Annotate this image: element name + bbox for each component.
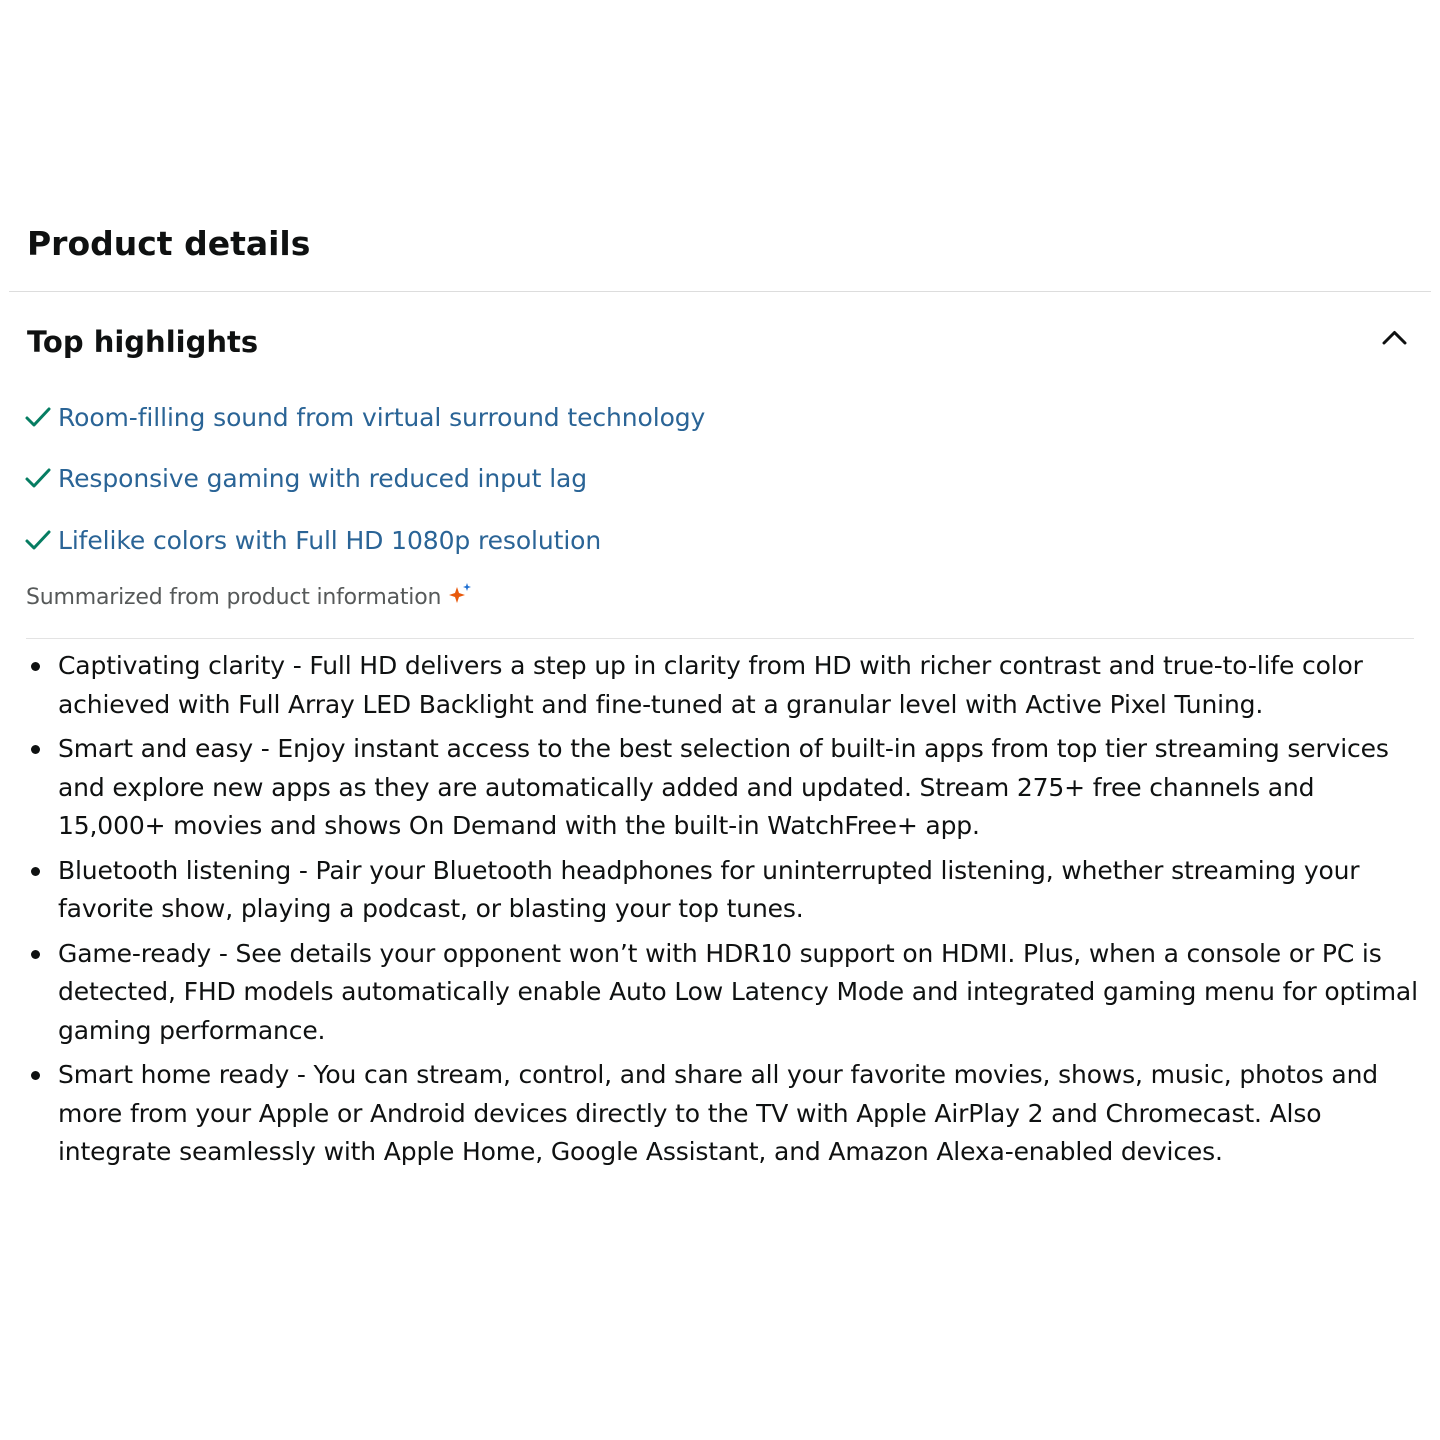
check-icon (24, 466, 54, 492)
top-highlights-title: Top highlights (27, 325, 259, 359)
highlight-text: Responsive gaming with reduced input lag (58, 464, 588, 493)
highlights-divider (26, 638, 1414, 639)
bullet-text: Smart home ready - You can stream, control, and share all your favorite movies, shows, music, photos and more from your Apple or Android devices directly to the TV with Apple AirPlay 2 and Chromecast. Also integrate seamlessly with Apple Home, Google Assistant, and Amazon Alexa-enabled devices. (58, 1060, 1378, 1166)
bullet-text: Smart and easy - Enjoy instant access to the best selection of built-in apps from top tier streaming services and explore new apps as they are automatically added and updated. Stream 275+ free channels and 15,000+ movies and shows On Demand with the built-in WatchFree+ app. (58, 734, 1389, 840)
bullet-dot (31, 950, 40, 959)
feature-bullet-list (58, 647, 1418, 1178)
bullet-dot (31, 1071, 40, 1080)
list-item (58, 647, 1418, 724)
bullet-dot (31, 867, 40, 876)
bullet-dot (31, 745, 40, 754)
bullet-text: Game-ready - See details your opponent won’t with HDR10 support on HDMI. Plus, when a console or PC is detected, FHD models automatically enable Auto Low Latency Mode and integrated gaming menu for optimal gaming performance. (58, 938, 1418, 1045)
list-item (58, 1056, 1418, 1172)
highlight-text: Lifelike colors with Full HD 1080p resolution (58, 526, 602, 555)
chevron-up-icon[interactable] (1377, 318, 1417, 358)
bullet-dot (31, 662, 40, 671)
top-highlights-header[interactable] (27, 318, 1417, 368)
list-item (58, 935, 1418, 1051)
summary-note (26, 580, 474, 616)
bullet-text: Captivating clarity - Full HD delivers a step up in clarity from HD with richer contrast and true-to-life color achieved with Full Array LED Backlight and fine-tuned at a granular level with Active Pixel Tuning. (58, 651, 1363, 719)
summary-note-text: Summarized from product information (26, 585, 442, 610)
page-title: Product details (27, 224, 311, 263)
sparkle-icon (448, 580, 474, 606)
list-item (58, 852, 1418, 929)
check-icon (24, 528, 54, 554)
check-icon (24, 405, 54, 431)
section-divider (9, 291, 1431, 292)
bullet-text: Bluetooth listening - Pair your Bluetooth headphones for uninterrupted listening, whether streaming your favorite show, playing a podcast, or blasting your top tunes. (58, 855, 1360, 923)
highlight-text: Room-filling sound from virtual surround technology (58, 403, 706, 432)
list-item (58, 730, 1418, 846)
